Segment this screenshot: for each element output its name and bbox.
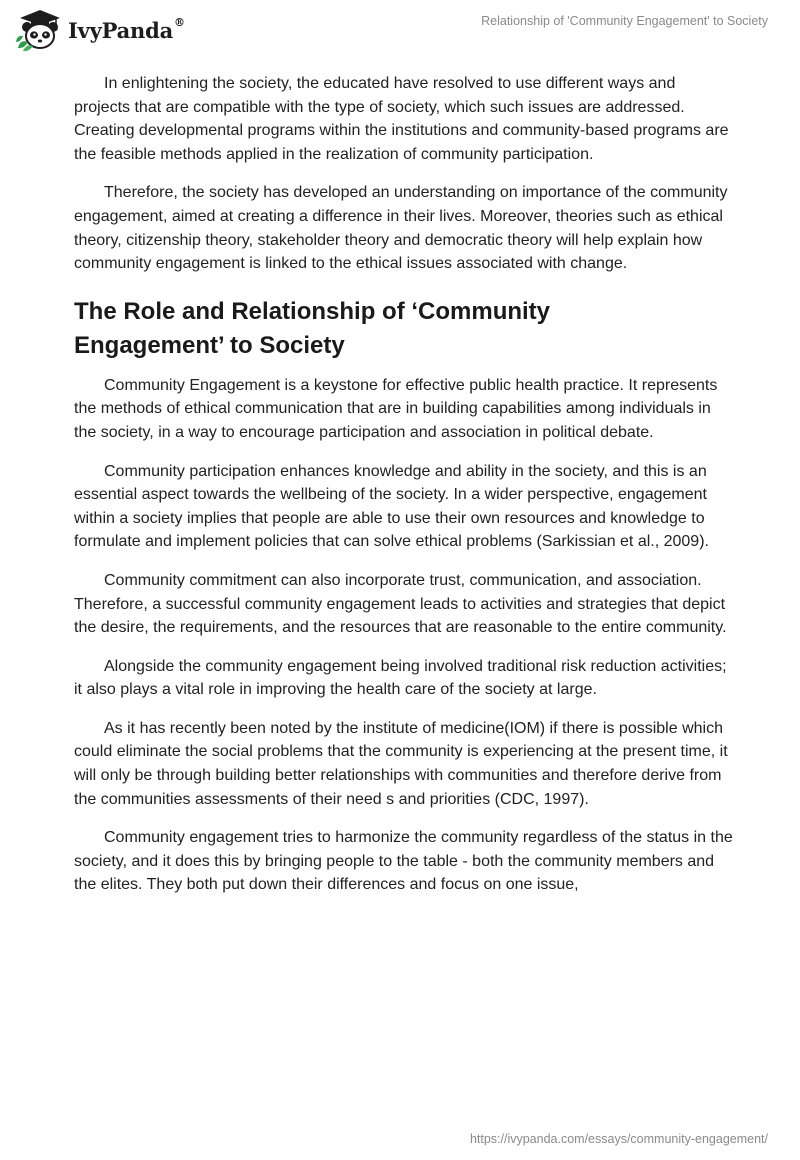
page-header (0, 0, 800, 70)
paragraph: Therefore, the society has developed an understanding on importance of the community engagement, aimed at creating a difference in their lives. Moreover, theories such as ethical theory, citizenship theory, stakeholder theory and democratic theory will help explain how community engagement is linked to the ethical issues associated with change. (74, 184, 728, 273)
paragraph: As it has recently been noted by the institute of medicine(IOM) if there is possible which could eliminate the social problems that the community is experiencing at the present time, it will only be through building better relationships with communities and therefore derive from the communities assessments of their need s and priorities (CDC, 1997). (74, 719, 728, 808)
paragraph: Community engagement tries to harmonize the community regardless of the status in the society, and it does this by bringing people to the table - both the community members and the elites. They both put down their differences and focus on one issue, (74, 829, 733, 894)
brand-text: IvyPanda (68, 17, 174, 43)
document-title: Relationship of 'Community Engagement' to Society (481, 14, 768, 28)
paragraph: In enlightening the society, the educated have resolved to use different ways and projects that are compatible with the type of society, which such issues are addressed. Creating developmental programs within the institutions and community-based programs are the feasible methods applied in the realization of community participation. (74, 75, 729, 163)
registered-mark: ® (174, 15, 185, 29)
panda-graduate-icon (14, 8, 62, 52)
paragraph: Alongside the community engagement being involved traditional risk reduction activities; it also plays a vital role in improving the health care of the society at large. (74, 657, 727, 699)
paragraph: Community commitment can also incorporate trust, communication, and association. Therefore, a successful community engagement leads to activities and strategies that depict the desire, the requirements, and the resources that are reasonable to the entire community. (74, 571, 727, 637)
paragraph: Community participation enhances knowledge and ability in the society, and this is an essential aspect towards the wellbeing of the society. In a wider perspective, engagement within a society implies that people are able to use their own resources and knowledge to formulate and implement policies that can solve ethical problems (Sarkissian et al., 2009). (74, 462, 709, 551)
section-heading: The Role and Relationship of ‘Community Engagement’ to Society (74, 297, 551, 359)
ivypanda-logo[interactable] (14, 8, 185, 52)
essay-body (74, 72, 734, 912)
paragraph: Community Engagement is a keystone for effective public health practice. It represents the methods of ethical communication that are in building capabilities among individuals in the society, in a way to encourage participation and association in political debate. (74, 376, 718, 441)
source-url[interactable]: https://ivypanda.com/essays/community-engagement/ (469, 1132, 768, 1146)
brand-name (68, 15, 185, 43)
